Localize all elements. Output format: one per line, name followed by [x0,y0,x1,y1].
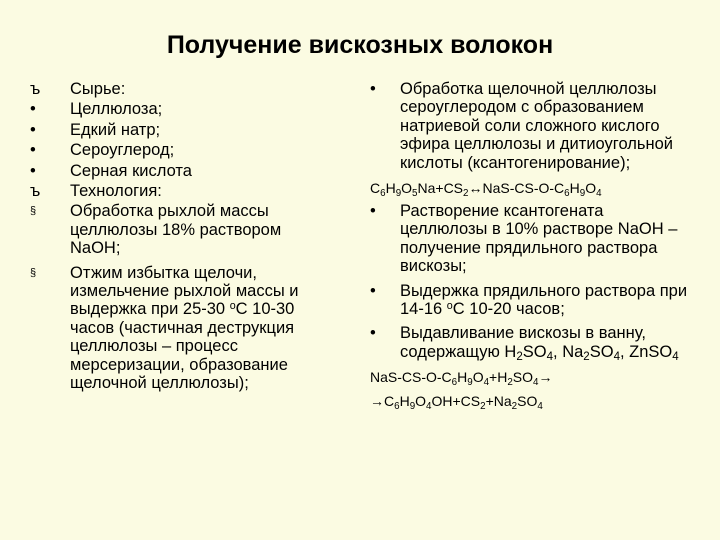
square-bullet-icon: § [30,205,37,218]
arrow-icon: → [538,369,553,386]
item-text-before: Отжим избытка щелочи, измельчение рыхлой массы и выдержка при 25-30 [70,263,299,319]
formula-subscript: 9 [395,188,402,200]
bullet-icon: • [30,120,36,139]
formula-subscript: 5 [412,188,418,200]
formula-subscript: 2 [583,350,590,363]
list-item-cellulose [30,100,330,118]
formula-part: H [457,369,468,386]
item-text: Обработка рыхлой массы целлюлозы 18% раствором NaOH; [70,202,282,258]
formula-part: O [401,180,413,197]
formula-subscript: 4 [596,188,602,200]
formula-part: Na+CS [417,180,464,197]
item-text: Выдавливание вискозы в ванну, содержащую H [400,324,646,361]
item-text: Едкий натр; [70,120,161,139]
formula-subscript: 9 [579,188,586,200]
degree-mark: о [229,300,236,313]
bullet-marker: ъ [30,182,41,201]
item-text: Обработка щелочной целлюлозы сероуглеродом с образованием натриевой соли сложного кислого эфира целлюлозы и дитиоугольной кислоты (ксантогенирование); [400,80,673,172]
formula-subscript: 2 [511,401,518,413]
formula-part: H [569,180,580,197]
square-bullet-icon: § [30,266,37,279]
item-text: Сырье: [70,80,126,98]
formula-part: O [585,180,597,197]
bullet-marker: ъ [30,80,41,98]
formula-part: C [370,180,381,197]
formula-part: NaS-CS-O-C [370,369,452,386]
formula-subscript: 9 [409,401,416,413]
formula-subscript: 9 [467,377,473,389]
formula-subscript: 4 [613,350,620,363]
bullet-icon: • [370,80,376,98]
item-text: Сероуглерод; [70,141,175,160]
formula-subscript: 2 [507,377,513,389]
item-text: Серная кислота [70,161,192,180]
bullet-icon: • [370,324,376,343]
right-column [370,80,690,415]
bullet-icon: • [30,161,36,180]
item-text: Целлюлоза; [70,100,163,119]
item-text-after: С 10-30 часов (частичная деструкция целлюлозы – процесс мерсеризации, образование щелочной целлюлозы); [70,300,295,393]
left-column [30,80,330,395]
formula-subscript: 6 [380,188,386,200]
bullet-icon: • [30,100,36,119]
formula-acid-decomposition-line1 [370,367,690,387]
formula-part: SO [517,393,538,410]
degree-mark: о [446,300,453,313]
formula-subscript: 4 [672,350,679,363]
formula-xanthation [370,178,690,198]
list-item-caustic-soda [30,121,330,139]
item-text: SO [589,342,614,361]
formula-subscript: 2 [463,188,469,200]
list-item-pressing [30,264,330,393]
item-text: , Na [553,342,584,361]
formula-part: O [415,393,427,410]
list-item-spinning-bath [370,324,690,361]
formula-part: →C [370,393,395,410]
formula-part: ↔NaS-CS-O-C [468,180,565,197]
formula-part: +Na [485,393,512,410]
formula-subscript: 2 [480,401,486,413]
formula-subscript: 6 [564,188,570,200]
item-text-before: Выдержка прядильного раствора при 14-16 [400,281,688,319]
list-item-raw-materials [30,80,330,98]
list-item-technology [30,182,330,200]
formula-part: SO [512,369,534,386]
item-text: SO [522,342,547,361]
formula-subscript: 6 [451,377,458,389]
formula-acid-decomposition-line2 [370,391,690,411]
slide-title: Получение вискозных волокон [166,31,554,59]
list-item-ripening [370,282,690,319]
formula-subscript: 2 [516,350,523,363]
formula-subscript: 4 [483,377,490,389]
formula-part: H [385,180,396,197]
list-item-naoh-treatment [30,202,330,257]
list-item-dissolution [370,202,690,276]
item-text-after: С 10-20 часов; [452,300,565,319]
bullet-icon: • [370,281,376,300]
formula-subscript: 4 [426,401,432,413]
formula-part: O [472,369,484,386]
item-text: Растворение ксантогената целлюлозы в 10% растворе NaOH – получение прядильного раствора вискозы; [400,202,678,276]
formula-subscript: 4 [533,377,539,389]
item-text: , ZnSO [619,342,673,361]
list-item-sulfuric-acid [30,162,330,180]
formula-subscript: 6 [394,401,400,413]
list-item-xanthation [370,80,690,172]
formula-part: OH+CS [431,393,481,410]
formula-subscript: 4 [537,401,543,413]
formula-part: H [399,393,410,410]
bullet-icon: • [370,202,376,221]
formula-subscript: 4 [546,350,554,363]
formula-part: +H [489,369,508,386]
item-text: Технология: [70,182,162,201]
list-item-carbon-disulfide [30,141,330,159]
bullet-icon: • [30,141,36,160]
